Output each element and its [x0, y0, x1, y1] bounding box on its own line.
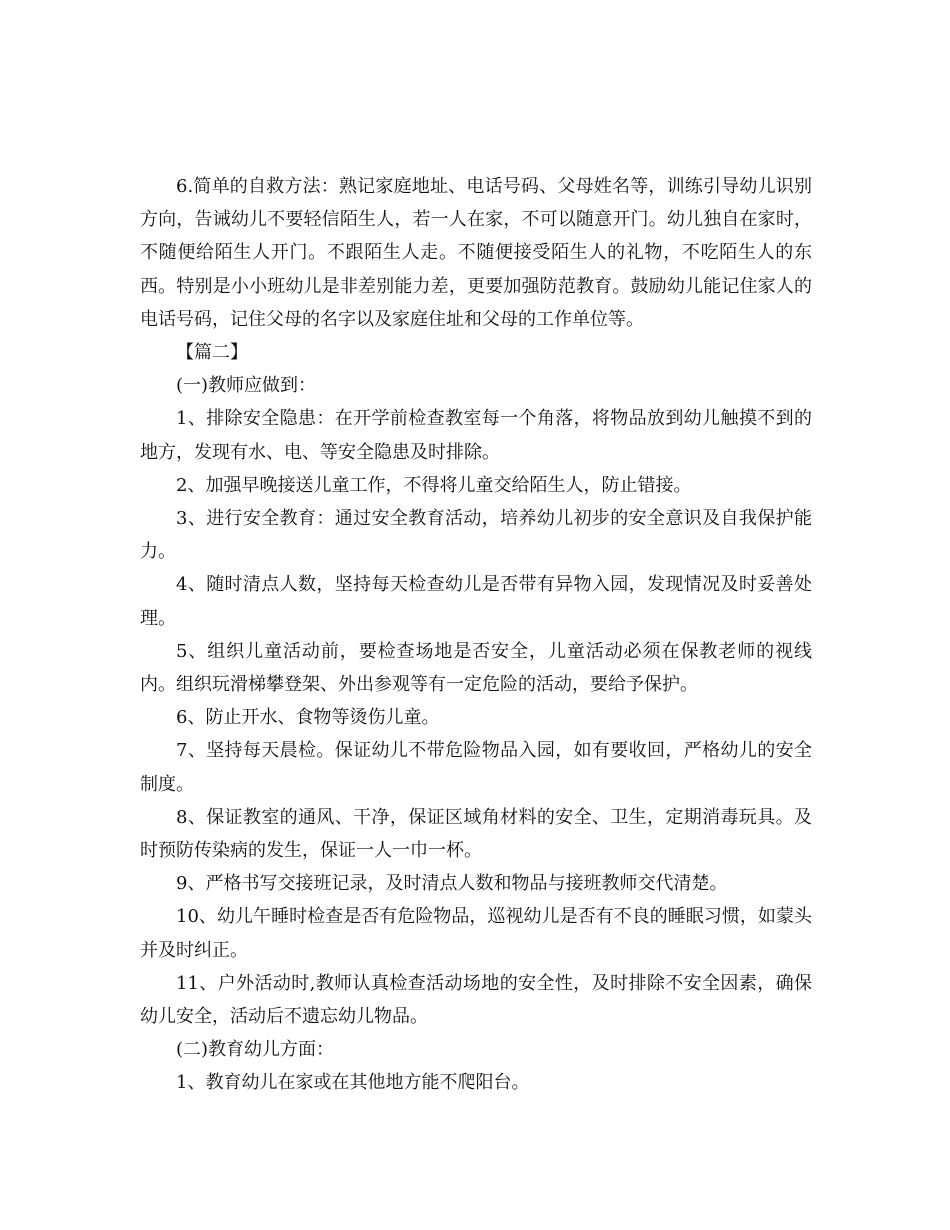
- list-item-teacher-10: 10、幼儿午睡时检查是否有危险物品，巡视幼儿是否有不良的睡眠习惯，如蒙头并及时纠正。: [140, 906, 812, 961]
- list-item-teacher-6: 6、防止开水、食物等烫伤儿童。: [176, 707, 440, 729]
- list-item-teacher-8: 8、保证教室的通风、干净，保证区域角材料的安全、卫生，定期消毒玩具。及时预防传染病的发生，保证一人一巾一杯。: [140, 806, 812, 862]
- list-item-teacher-5: 5、组织儿童活动前，要检查场地是否安全，儿童活动必须在保教老师的视线内。组织玩滑梯攀登架、外出参观等有一定危险的活动，要给予保护。: [140, 640, 812, 696]
- list-item-teacher-7: 7、坚持每天晨检。保证幼儿不带危险物品入园，如有要收回，严格幼儿的安全制度。: [140, 740, 812, 795]
- section-heading-part-two: 【篇二】: [176, 342, 248, 364]
- subheading-child-education: (二)教育幼儿方面：: [176, 1039, 335, 1061]
- list-item-teacher-9: 9、严格书写交接班记录，及时清点人数和物品与接班教师交代清楚。: [176, 873, 728, 895]
- list-item-child-1: 1、教育幼儿在家或在其他地方能不爬阳台。: [176, 1072, 530, 1094]
- subheading-teacher-duties: (一)教师应做到：: [176, 375, 317, 397]
- list-item-teacher-4: 4、随时清点人数，坚持每天检查幼儿是否带有异物入园，发现情况及时妥善处理。: [140, 574, 812, 629]
- list-item-teacher-11: 11、户外活动时,教师认真检查活动场地的安全性，及时排除不安全因素，确保幼儿安全，活动后不遗忘幼儿物品。: [140, 972, 812, 1028]
- paragraph-self-rescue-methods: 6.简单的自救方法：熟记家庭地址、电话号码、父母姓名等，训练引导幼儿识别方向，告诫幼儿不要轻信陌生人，若一人在家，不可以随意开门。幼儿独自在家时，不随便给陌生人开门。不跟陌生人走。不随便接受陌生人的礼物，不吃陌生人的东西。特别是小小班幼儿是非差别能力差，更要加强防范教育。鼓励幼儿能记住家人的电话号码，记住父母的名字以及家庭住址和父母的工作单位等。: [140, 176, 812, 330]
- document-page: [140, 170, 812, 1100]
- list-item-teacher-3: 3、进行安全教育：通过安全教育活动，培养幼儿初步的安全意识及自我保护能力。: [140, 508, 812, 563]
- list-item-teacher-1: 1、排除安全隐患：在开学前检查教室每一个角落，将物品放到幼儿触摸不到的地方，发现有水、电、等安全隐患及时排除。: [140, 408, 812, 463]
- list-item-teacher-2: 2、加强早晚接送儿童工作，不得将儿童交给陌生人，防止错接。: [176, 474, 692, 496]
